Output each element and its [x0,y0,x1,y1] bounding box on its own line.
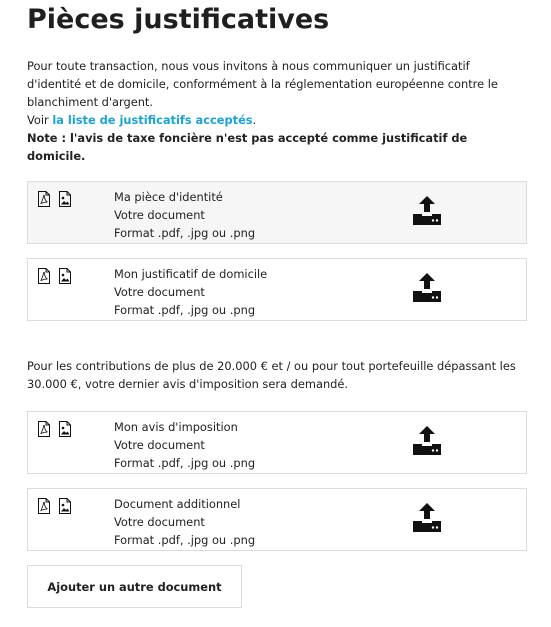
document-title: Mon justificatif de domicile [114,267,268,281]
upload-icon[interactable] [411,502,443,534]
document-card-identity [27,181,527,244]
document-title: Document additionnel [114,497,241,511]
document-card-additionnel [27,488,527,551]
document-info [114,418,255,472]
document-info [114,188,255,242]
image-file-icon [58,268,72,284]
upload-icon[interactable] [411,425,443,457]
document-format: Format .pdf, .jpg ou .png [114,226,256,240]
tax-notice-text: Pour les contributions de plus de 20.000 € et / ou pour tout portefeuille dépassant les 30.000 €, votre dernier avis d'imposition sera demandé. [27,359,516,391]
accepted-docs-link[interactable]: la liste de justificatifs acceptés [52,113,253,127]
upload-icon[interactable] [411,195,443,227]
document-info [114,265,267,319]
voir-prefix: Voir [27,113,53,127]
file-type-icons [37,498,72,514]
upload-icon[interactable] [411,272,443,304]
file-type-icons [37,421,72,437]
document-title: Ma pièce d'identité [114,190,223,204]
intro-paragraph: Pour toute transaction, nous vous invitons à nous communiquer un justificatif d'identité et de domicile, conformément à la réglementation européenne contre le blanchiment d'argent. [27,59,498,109]
add-document-button[interactable]: Ajouter un autre document [27,565,242,608]
accepted-docs-line [27,111,527,129]
document-title: Mon avis d'imposition [114,420,238,434]
document-subtitle: Votre document [114,438,205,452]
pdf-file-icon [37,498,51,514]
voir-suffix: . [252,113,257,127]
document-format: Format .pdf, .jpg ou .png [114,303,256,317]
document-subtitle: Votre document [114,208,205,222]
file-type-icons [37,191,72,207]
pdf-file-icon [37,421,51,437]
document-card-imposition [27,411,527,474]
document-info [114,495,255,549]
page-title: Pièces justificatives [27,4,330,35]
document-format: Format .pdf, .jpg ou .png [114,533,256,547]
document-subtitle: Votre document [114,515,205,529]
file-type-icons [37,268,72,284]
image-file-icon [58,498,72,514]
document-format: Format .pdf, .jpg ou .png [114,456,256,470]
image-file-icon [58,191,72,207]
document-subtitle: Votre document [114,285,205,299]
pdf-file-icon [37,268,51,284]
image-file-icon [58,421,72,437]
tax-fonciere-note: Note : l'avis de taxe foncière n'est pas accepté comme justificatif de domicile. [27,131,468,163]
pdf-file-icon [37,191,51,207]
intro-text [27,57,527,165]
document-card-domicile [27,258,527,321]
